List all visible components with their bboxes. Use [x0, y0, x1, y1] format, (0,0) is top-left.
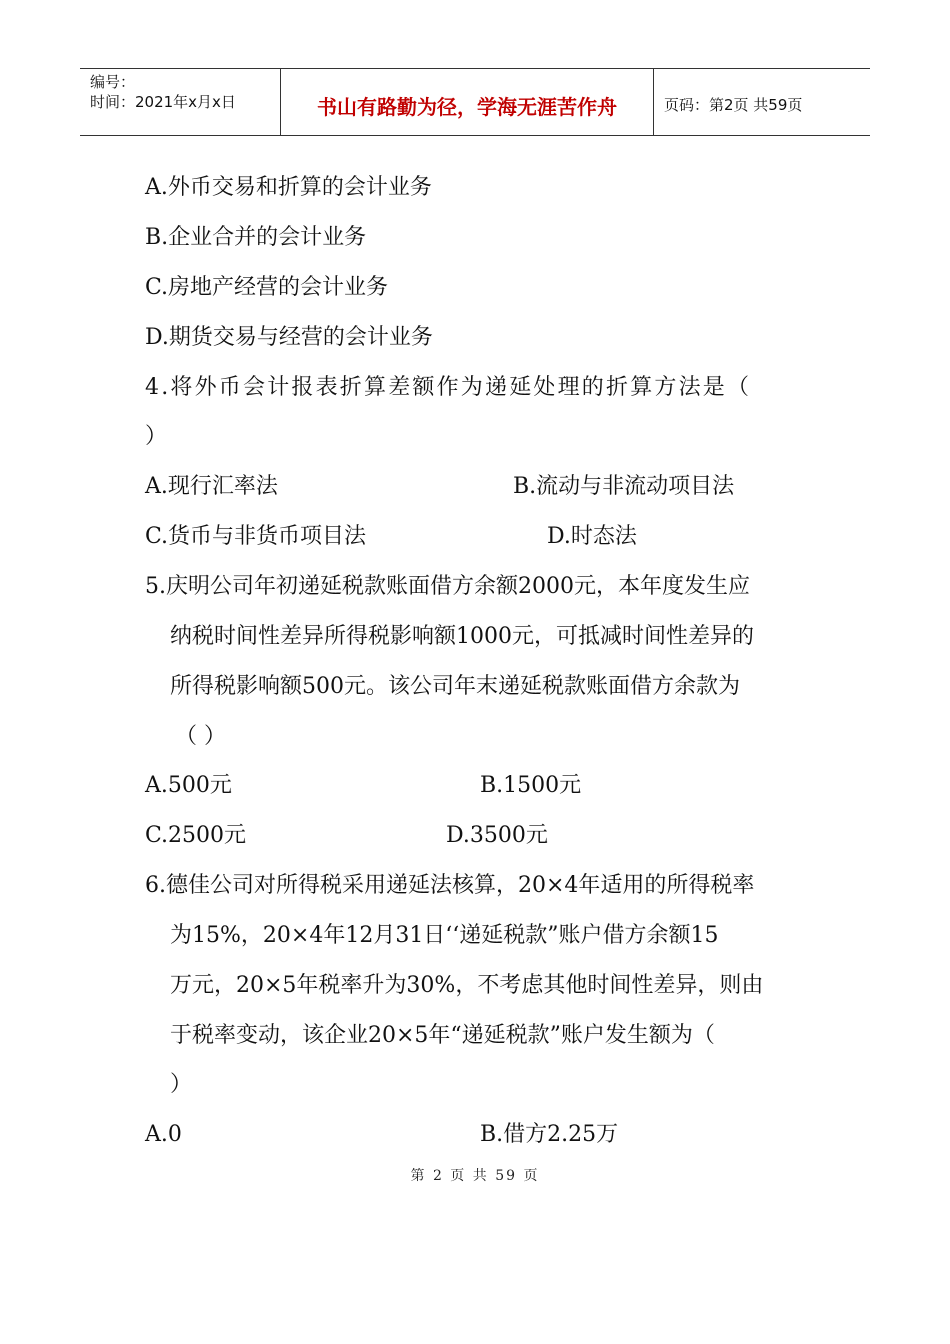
q5-option-a: A.500元 — [145, 773, 232, 798]
code-label: 编号： — [90, 73, 136, 91]
q3-option-d: D.期货交易与经营的会计业务 — [145, 325, 433, 350]
page-footer: 第 2 页 共 59 页 — [410, 1168, 540, 1184]
q4-stem-line-1: 4.将外币会计报表折算差额作为递延处理的折算方法是（ — [145, 375, 752, 400]
q5-stem-line-3: 所得税影响额500元。该公司年末递延税款账面借方余款为 — [170, 674, 740, 699]
header-page-cell — [654, 69, 870, 135]
q4-option-a: A.现行汇率法 — [145, 474, 278, 499]
q5-stem-line-4: （ ） — [175, 724, 226, 749]
q4-option-d: D.时态法 — [547, 524, 637, 549]
q5-option-c: C.2500元 — [145, 823, 247, 848]
q6-stem-line-5: ） — [170, 1072, 193, 1097]
q4-option-b: B.流动与非流动项目法 — [513, 474, 735, 499]
time-label: 时间：2021年x月x日 — [90, 93, 236, 111]
q5-option-d: D.3500元 — [446, 823, 548, 848]
q6-option-a: A.0 — [145, 1122, 182, 1147]
q6-stem-line-2: 为15%，20×4年12月31日‘‘递延税款”账户借方余额15 — [170, 923, 719, 948]
q5-stem-line-2: 纳税时间性差异所得税影响额1000元，可抵减时间性差异的 — [170, 624, 754, 649]
q3-option-a: A.外币交易和折算的会计业务 — [145, 175, 432, 200]
q6-option-b: B.借方2.25万 — [480, 1122, 619, 1147]
q6-stem-line-4: 于税率变动，该企业20×5年“递延税款”账户发生额为（ — [170, 1023, 715, 1048]
q5-option-b: B.1500元 — [480, 773, 582, 798]
q6-stem-line-1: 6.德佳公司对所得税采用递延法核算，20×4年适用的所得税率 — [145, 873, 755, 898]
q4-option-c: C.货币与非货币项目法 — [145, 524, 367, 549]
motto-text: 书山有路勤为径，学海无涯苦作舟 — [317, 95, 617, 119]
page-info: 页码：第2页 共59页 — [664, 96, 803, 114]
document-header — [80, 68, 870, 136]
header-meta-cell — [80, 69, 281, 135]
header-motto-cell — [281, 69, 654, 135]
q6-stem-line-3: 万元，20×5年税率升为30%，不考虑其他时间性差异，则由 — [170, 973, 764, 998]
q3-option-b: B.企业合并的会计业务 — [145, 225, 367, 250]
q3-option-c: C.房地产经营的会计业务 — [145, 275, 389, 300]
q5-stem-line-1: 5.庆明公司年初递延税款账面借方余额2000元，本年度发生应 — [145, 574, 750, 599]
q4-stem-line-2: ） — [145, 424, 168, 449]
